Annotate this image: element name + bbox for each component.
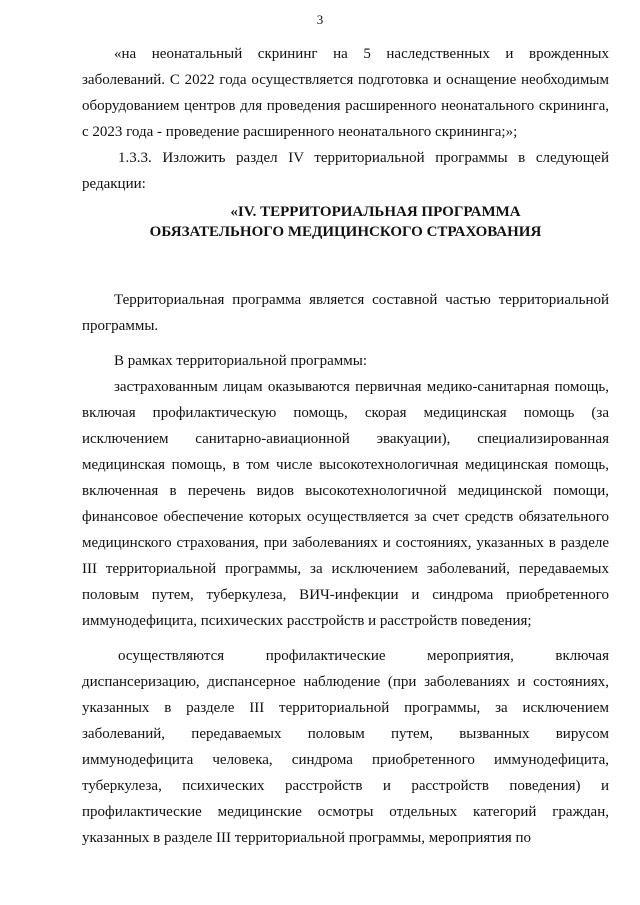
- paragraph-gap: [82, 634, 609, 643]
- document-body: [82, 41, 609, 851]
- paragraph-insured-persons: застрахованным лицам оказываются первичная медико-санитарная помощь, включая профилактическую помощь, скорая медицинская помощь (за исключением санитарно-авиационной эвакуации), специализированная медицинская помощь, в том числе высокотехнологичная медицинская помощь, включенная в перечень видов высокотехнологичной медицинской помощи, финансовое обеспечение которых осуществляется за счет средств обязательного медицинского страхования, при заболеваниях и состояниях, указанных в разделе III территориальной программы, за исключением заболеваний, передаваемых половым путем, туберкулеза, ВИЧ-инфекции и синдрома приобретенного иммунодефицита, психических расстройств и расстройств поведения;: [82, 379, 609, 629]
- page-number: 3: [316, 12, 324, 27]
- paragraph-gap: [82, 339, 609, 348]
- section-heading: [82, 197, 609, 242]
- section-heading-line-1: «IV. ТЕРРИТОРИАЛЬНАЯ ПРОГРАММА: [230, 204, 521, 220]
- paragraph-screening: «на неонатальный скрининг на 5 наследственных и врожденных заболеваний. С 2022 года осуществляется подготовка и оснащение необходимым оборудованием центров для проведения расширенного неонатального скрининга, с 2023 года - проведение расширенного неонатального скрининга;»;: [82, 46, 609, 140]
- paragraph-preventive-measures: осуществляются профилактические мероприятия, включая диспансеризацию, диспансерное наблюдение (при заболеваниях и состояниях, указанных в разделе III территориальной программы, за исключением заболеваний, передаваемых половым путем, вызванных вирусом иммунодефицита человека, синдрома приобретенного иммунодефицита, туберкулеза, психических расстройств и расстройств поведения) и профилактические медицинские осмотры отдельных категорий граждан, указанных в разделе III территориальной программы, мероприятия по: [82, 648, 609, 846]
- paragraph-program-part: Территориальная программа является составной частью территориальной программы.: [82, 292, 609, 334]
- heading-spacer: [82, 242, 609, 287]
- section-heading-line-2: ОБЯЗАТЕЛЬНОГО МЕДИЦИНСКОГО СТРАХОВАНИЯ: [149, 224, 542, 240]
- paragraph-within-program: В рамках территориальной программы:: [114, 353, 367, 369]
- paragraph-amendment: 1.3.3. Изложить раздел IV территориальной программы в следующей редакции:: [82, 150, 609, 192]
